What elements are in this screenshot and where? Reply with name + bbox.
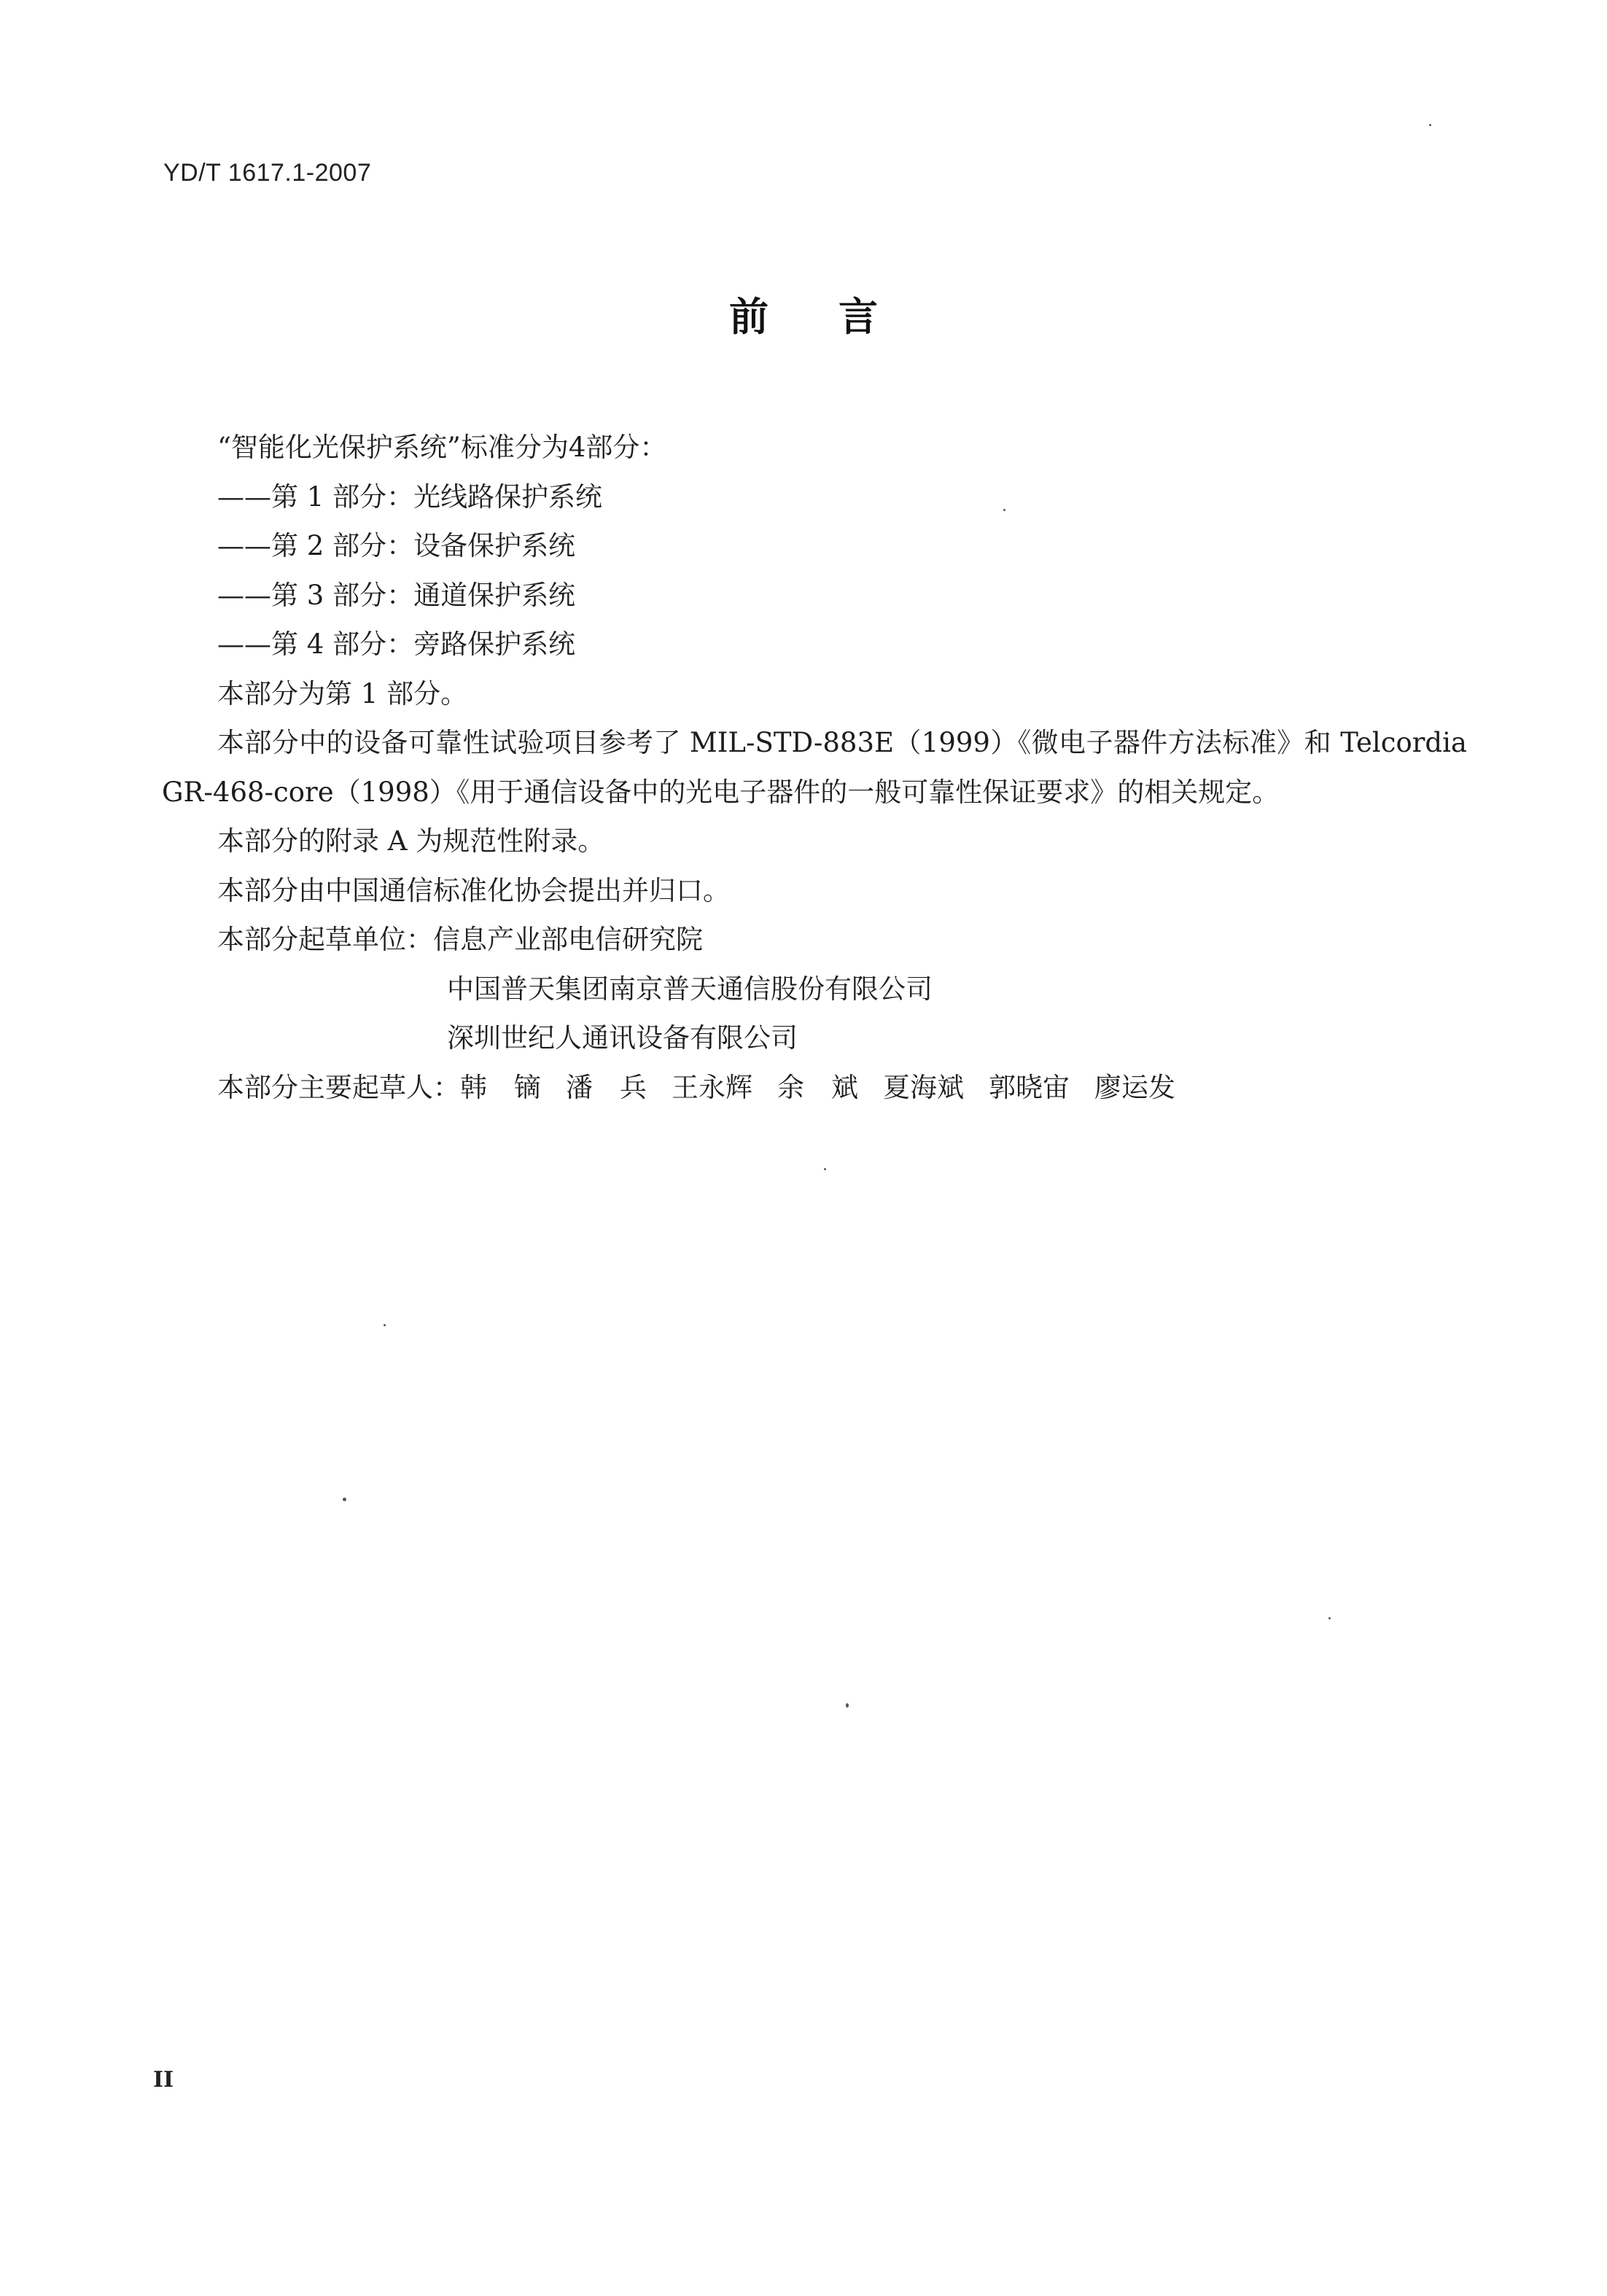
page-title: 前言 (729, 294, 948, 340)
drafters-label: 本部分主要起草人： (217, 1071, 460, 1103)
page-number: II (153, 2067, 174, 2093)
drafter-name-3: 王永辉 (672, 1071, 752, 1103)
this-part-paragraph: 本部分为第 1 部分。 (217, 677, 468, 709)
intro-paragraph: “智能化光保护系统”标准分为4部分： (217, 432, 667, 463)
drafter-name-6: 郭晓宙 (989, 1071, 1070, 1103)
annex-paragraph: 本部分的附录 A 为规范性附录。 (217, 825, 605, 857)
scan-speck (1003, 509, 1005, 511)
part-item-2: ——第 2 部分：设备保护系统 (217, 530, 576, 561)
scan-speck (824, 1168, 826, 1170)
scan-speck (1429, 124, 1431, 126)
part-item-3: ——第 3 部分：通道保护系统 (217, 579, 576, 611)
drafting-units-row (162, 915, 1467, 965)
drafting-unit-2: 中国普天集团南京普天通信股份有限公司 (447, 973, 933, 1005)
part-item-1: ——第 1 部分：光线路保护系统 (217, 480, 603, 513)
drafting-unit-3: 深圳世纪人通讯设备有限公司 (447, 1022, 798, 1054)
foreword-body (162, 423, 1467, 1112)
drafter-name-7: 廖运发 (1094, 1071, 1175, 1103)
drafter-name-1: 韩 镝 (460, 1071, 541, 1103)
part-item-4: ——第 4 部分：旁路保护系统 (217, 629, 576, 660)
standard-code: YD/T 1617.1-2007 (163, 159, 372, 187)
proposer-paragraph: 本部分由中国通信标准化协会提出并归口。 (217, 874, 730, 906)
drafter-name-2: 潘 兵 (566, 1071, 647, 1103)
reference-paragraph-line-2: GR-468-core（1998）《用于通信设备中的光电子器件的一般可靠性保证要求》的相关规定。 (162, 776, 1280, 808)
reference-paragraph-line-1: 本部分中的设备可靠性试验项目参考了 MIL-STD-883E（1999）《微电子器件方法标准》和 Telcordia (217, 727, 1467, 758)
scan-speck (343, 1498, 346, 1501)
scan-speck (384, 1324, 386, 1326)
drafters-row (162, 1063, 1467, 1113)
scan-speck (846, 1703, 849, 1708)
drafter-name-4: 余 斌 (777, 1071, 858, 1103)
scan-speck (1328, 1617, 1331, 1619)
drafter-name-5: 夏海斌 (883, 1071, 964, 1103)
drafting-units-label: 本部分起草单位： (217, 924, 433, 955)
drafting-unit-1: 信息产业部电信研究院 (433, 924, 703, 955)
